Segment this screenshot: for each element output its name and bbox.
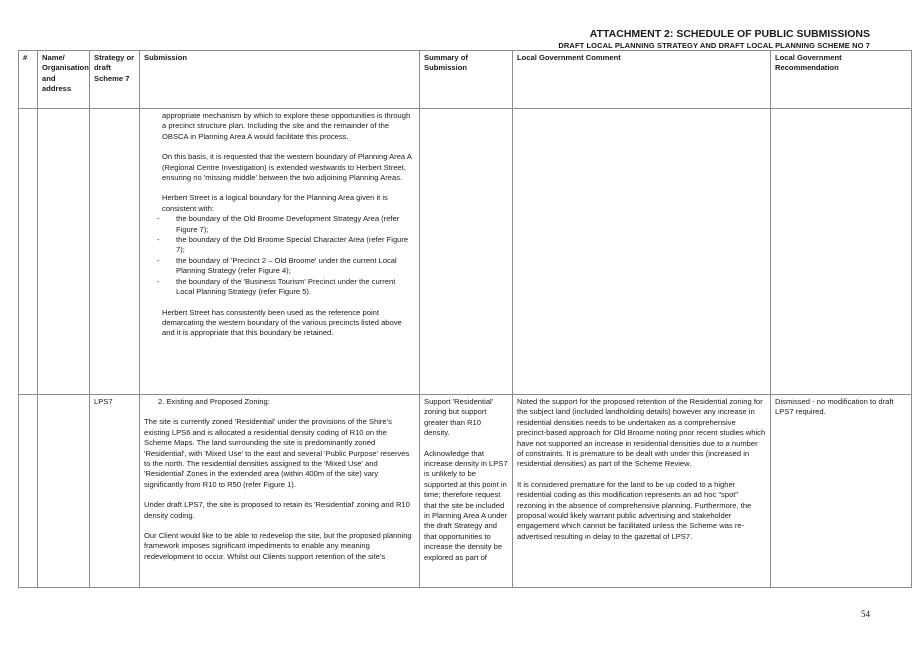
col-header-comment: Local Government Comment [513, 51, 771, 109]
list-item: - the boundary of the 'Business Tourism' Precinct under the current Local Planning Strategy (refer Figure 5). [162, 277, 415, 298]
col-header-recommendation: Local Government Recommendation [771, 51, 912, 109]
submission-paragraph: On this basis, it is requested that the western boundary of Planning Area A (Regional Centre Investigation) is extended westwards to Herbert Street, ensuring no 'missing middle' between the two adjoining Planning Areas. [162, 152, 412, 183]
list-item: - the boundary of 'Precinct 2 – Old Broome' under the current Local Planning Strategy (refer Figure 4); [162, 256, 415, 277]
table-row [19, 109, 912, 395]
col-header-summary: Summary of Submission [420, 51, 513, 109]
comment-paragraph: Noted the support for the proposed retention of the Residential zoning for the subject land (included landholding details) however any increase in residential densities needs to be undertaken as a comprehensive precinct-based approach for Old Broome noting prior recent studies which have not supported an increase in residential densities due to a number of constraints. It is premature to be dealt with under this (increased in residential densities) as part of the Scheme Review. [517, 397, 766, 469]
col-header-strategy: Strategy or draft Scheme 7 [90, 51, 140, 109]
list-item: - the boundary of the Old Broome Development Strategy Area (refer Figure 7); [162, 214, 415, 235]
cell-summary [420, 395, 513, 588]
submission-paragraph: Herbert Street has consistently been used as the reference point demarcating the western boundary of the various precincts listed above and it is appropriate that this boundary be retained. [162, 307, 402, 338]
comment-paragraph: It is considered premature for the land to be up coded to a higher residential coding as this modification represents an ad hoc "spot" rezoning in the absence of comprehensive planning. Furthermore, the proposal would likely warrant public advertising and stakeholder engagement which cannot be facilitated unless the Scheme was re-advertised resulting in delay to the gazettal of LPS7. [517, 479, 752, 541]
cell-name [38, 395, 90, 588]
list-item: - the boundary of the Old Broome Special Character Area (refer Figure 7); [162, 235, 415, 256]
summary-paragraph: Acknowledge that increase density in LPS7 is unlikely to be supported at this point in time; therefore request that the site be included in Planning Area A under the draft Strategy and that opportunities to increase the density be explored as part of [424, 448, 508, 562]
submission-paragraph: Under draft LPS7, the site is proposed to retain its 'Residential' zoning and R10 density coding. [144, 500, 410, 520]
col-header-submission: Submission [140, 51, 420, 109]
submission-heading: 2. Existing and Proposed Zoning: [158, 397, 270, 406]
cell-comment [513, 109, 771, 395]
col-header-name: Name/ Organisation and address [38, 51, 90, 109]
submission-paragraph: appropriate mechanism by which to explore these opportunities is through a precinct structure plan. Including the site and the remainder of the OBSCA in Planning Area A would facilitate this process. [162, 111, 411, 141]
cell-submission [140, 395, 420, 588]
cell-recommendation [771, 109, 912, 395]
cell-strategy: LPS7 [90, 395, 140, 588]
page-number: 54 [861, 609, 870, 619]
cell-name [38, 109, 90, 395]
cell-summary [420, 109, 513, 395]
col-header-num: # [19, 51, 38, 109]
attachment-title: ATTACHMENT 2: SCHEDULE OF PUBLIC SUBMISSIONS [589, 28, 870, 40]
cell-num [19, 395, 38, 588]
submission-paragraph: Herbert Street is a logical boundary for the Planning Area given it is consistent with: [162, 193, 388, 213]
submissions-table [18, 50, 912, 588]
attachment-subtitle: DRAFT LOCAL PLANNING STRATEGY AND DRAFT LOCAL PLANNING SCHEME NO 7 [558, 41, 870, 50]
table-header-row [19, 51, 912, 109]
cell-submission [140, 109, 420, 395]
cell-comment [513, 395, 771, 588]
cell-strategy [90, 109, 140, 395]
submission-paragraph: Our Client would like to be able to redevelop the site, but the proposed planning framework imposes significant impediments to enable any meaning redevelopment to occur. Whilst out Clients support retention of the site's [144, 531, 412, 561]
submission-paragraph: The site is currently zoned 'Residential' under the provisions of the Shire's existing LPS6 and is allocated a residential density coding of R10 on the Scheme Maps. The land surrounding the site is predominantly zoned 'Residential', with 'Mixed Use' to the east and several 'Public Purpose' reserves to the north. The residential densities assigned to the 'Mixed Use' and 'Residential' Zones in the extended area (within 400m of the site) vary significantly from R10 to R50 (refer Figure 1). [144, 417, 410, 489]
cell-recommendation: Dismissed - no modification to draft LPS7 required. [771, 395, 912, 588]
boundary-list [162, 214, 415, 297]
summary-paragraph: Support 'Residential' zoning but support greater than R10 density. [424, 397, 494, 438]
cell-num [19, 109, 38, 395]
table-row [19, 395, 912, 588]
